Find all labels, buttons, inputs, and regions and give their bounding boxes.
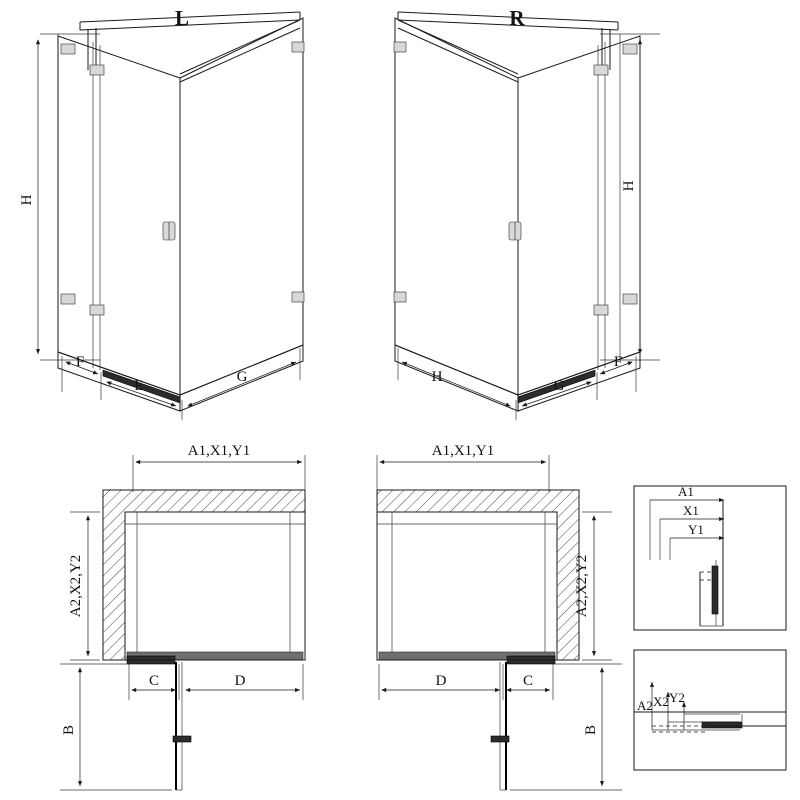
door-handle-plan-left (173, 736, 191, 742)
front-glass-panel-r (395, 18, 518, 395)
side-glass-panel (58, 36, 180, 395)
bracket-top-right (292, 42, 304, 52)
detail-label-y2: Y2 (669, 690, 685, 705)
hinge-bottom-door (90, 305, 104, 315)
top-rail-upper (80, 12, 300, 22)
view-detail-top (634, 484, 786, 630)
hinge-top-right-r (623, 44, 637, 54)
dim-label-d-right: D (435, 673, 447, 689)
hinge-bottom-right-r (623, 294, 637, 304)
detail-profile-bar-bottom (702, 722, 742, 728)
door-handle-plan-right (491, 736, 509, 742)
wall-hatch-left (103, 490, 305, 660)
bracket-bottom-left-r (394, 292, 406, 302)
detail-profile-bar (712, 566, 718, 614)
dim-label-e-right: G (553, 378, 565, 394)
dim-label-c-left: C (148, 673, 160, 689)
dim-label-h-right: H (621, 180, 637, 192)
view-top-left (19, 6, 304, 420)
dim-label-a2x2y2-right: A2,X2,Y2 (574, 554, 590, 618)
view-top-right (394, 6, 660, 420)
dim-label-a1x1y1-left: A1,X1,Y1 (187, 443, 251, 459)
hinge-top-door-r (594, 65, 608, 75)
detail-bottom-frame (634, 650, 786, 770)
dim-label-d-left: D (234, 673, 246, 689)
top-rail-upper-r (398, 12, 618, 22)
dim-label-b-left: B (61, 724, 77, 736)
dim-label-a1x1y1-right: A1,X1,Y1 (431, 443, 495, 459)
view-plan-right (377, 443, 622, 790)
dim-label-b-right: B (583, 724, 599, 736)
bracket-bottom-right (292, 292, 304, 302)
dim-g-line-r (402, 362, 510, 406)
wall-hatch-right (377, 490, 579, 660)
detail-top-frame (634, 486, 786, 630)
hinge-bottom-left (61, 294, 75, 304)
detail-label-y1: Y1 (688, 522, 704, 537)
enclosure-outline-left (125, 512, 305, 660)
dim-label-c-right: C (522, 673, 534, 689)
detail-label-x1: X1 (683, 503, 699, 518)
variant-label-right: R (509, 6, 525, 30)
view-plan-left (60, 443, 305, 790)
dim-label-f-right: F (613, 354, 623, 370)
hinge-top-left (61, 44, 75, 54)
top-rail-lower (80, 20, 300, 30)
view-detail-bottom (634, 650, 786, 770)
variant-label-left: L (174, 6, 190, 30)
side-glass-panel-r (518, 36, 640, 395)
top-rail-lower-r (398, 20, 618, 30)
bracket-top-left-r (394, 42, 406, 52)
rail-diagonal-2-r (398, 28, 518, 82)
hinge-top-door (90, 65, 104, 75)
rail-diagonal-2 (180, 28, 300, 82)
dim-label-f: F (75, 354, 85, 370)
detail-label-a2: A2 (637, 698, 653, 713)
hinge-bottom-door-r (594, 305, 608, 315)
enclosure-outline-right (377, 512, 557, 660)
dim-label-h: H (19, 194, 35, 206)
detail-label-x2: X2 (653, 694, 669, 709)
dim-label-a2x2y2-left: A2,X2,Y2 (68, 554, 84, 618)
base-front-r (395, 345, 518, 411)
dim-label-e: E (134, 378, 144, 394)
dim-label-g: G (236, 369, 248, 385)
detail-label-a1: A1 (678, 484, 694, 499)
front-glass-panel (180, 18, 303, 395)
dim-label-g-right: H (431, 369, 443, 385)
